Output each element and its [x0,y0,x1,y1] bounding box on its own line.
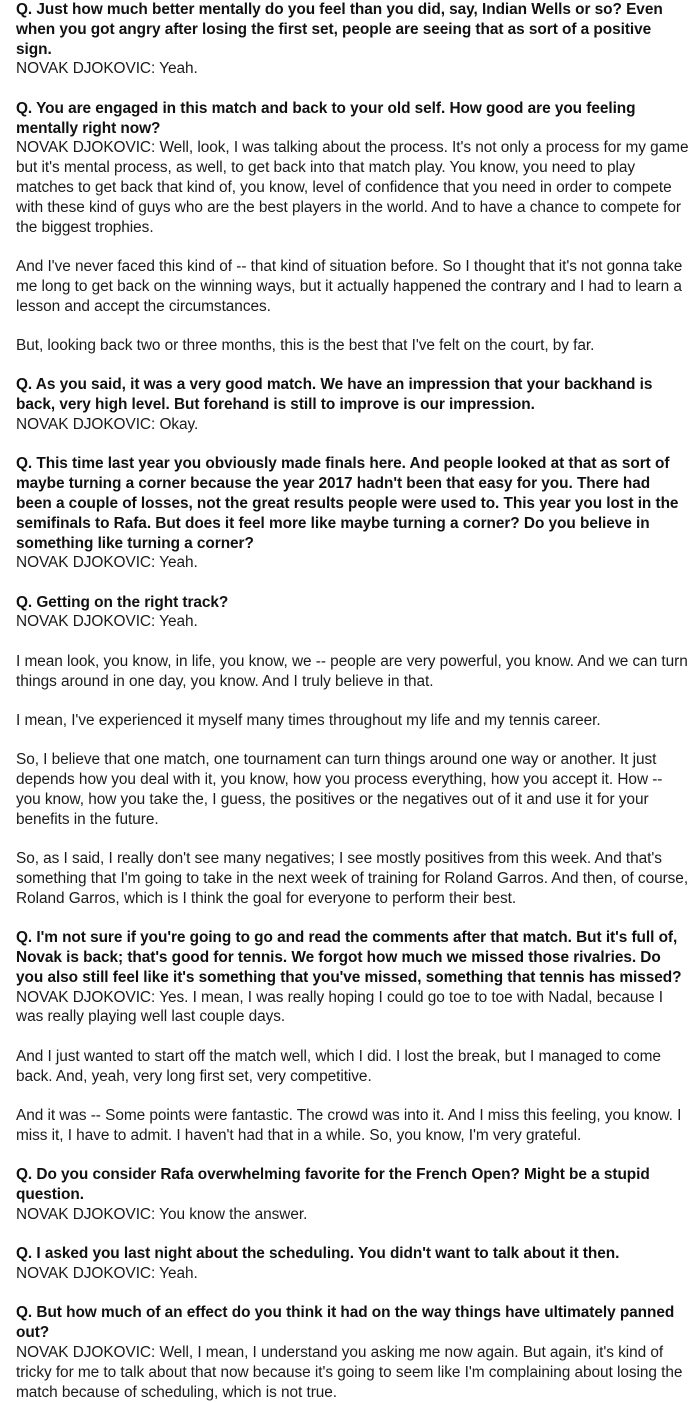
qa-block [16,0,689,79]
answer-text: NOVAK DJOKOVIC: Yeah. [16,60,198,78]
question-text: Q. But how much of an effect do you think it had on the way things have ultimately panned out? [16,1304,675,1342]
answer-text: NOVAK DJOKOVIC: Yeah. [16,613,198,631]
qa-block [16,375,689,434]
question-text: Q. I asked you last night about the scheduling. You didn't want to talk about it then. [16,1245,620,1263]
answer-text: NOVAK DJOKOVIC: Yeah. [16,554,198,572]
qa-block [16,593,689,633]
answer-paragraph: So, as I said, I really don't see many negatives; I see mostly positives from this week. And that's something that I'm going to take in the next week of training for Roland Garros. And then, of course, Roland Garros, which is I think the goal for everyone to perform their best. [16,850,689,907]
answer-paragraph: But, looking back two or three months, this is the best that I've felt on the court, by far. [16,336,595,354]
question-text: Q. Do you consider Rafa overwhelming favorite for the French Open? Might be a stupid question. [16,1166,650,1203]
answer-text: NOVAK DJOKOVIC: Yes. I mean, I was really hoping I could go toe to toe with Nadal, because I was really playing well last couple days. [16,988,663,1026]
qa-block [16,1165,689,1224]
answer-text: NOVAK DJOKOVIC: Well, look, I was talking about the process. It's not only a process for my game but it's mental process, as well, to get back into that match play. You know, you need to play matches to get back that kind of, you know, level of confidence that you need in order to compete with these kind of guys who are the best players in the world. And to have a chance to compete for the biggest trophies. [16,139,689,236]
question-text: Q. I'm not sure if you're going to go and read the comments after that match. But it's full of, Novak is back; that's good for tennis. We forgot how much we missed those rivalries. Do you also still feel like it's something that you've missed, something that tennis has missed? [16,929,682,986]
answer-paragraph: So, I believe that one match, one tournament can turn things around one way or another. It just depends how you deal with it, you know, how you process everything, how you accept it. How -- you know, how you take the, I guess, the positives or the negatives out of it and use it for your benefits in the future. [16,751,663,828]
answer-paragraph: I mean look, you know, in life, you know, we -- people are very powerful, you know. And we can turn things around in one day, you know. And I truly believe in that. [16,652,688,690]
question-text: Q. As you said, it was a very good match. We have an impression that your backhand is back, very high level. But forehand is still to improve is our impression. [16,376,653,414]
answer-paragraph: And it was -- Some points were fantastic. The crowd was into it. And I miss this feeling, you know. I miss it, I have to admit. I haven't had that in a while. So, you know, I'm very grateful. [16,1106,682,1144]
answer-text: NOVAK DJOKOVIC: Well, I mean, I understand you asking me now again. But again, it's kind of tricky for me to talk about that now because it's going to seem like I'm complaining about losing the match because of scheduling, which is not true. [16,1343,683,1401]
answer-paragraph: I mean, I've experienced it myself many times throughout my life and my tennis career. [16,712,601,730]
answer-text: NOVAK DJOKOVIC: Yeah. [16,1264,198,1282]
question-text: Q. Just how much better mentally do you feel than you did, say, Indian Wells or so? Even when you got angry after losing the first set, people are seeing that as sort of a positive sign. [16,1,663,58]
qa-block [16,1244,689,1284]
question-text: Q. Getting on the right track? [16,593,229,611]
qa-block [16,1303,689,1402]
answer-paragraph: And I've never faced this kind of -- that kind of situation before. So I thought that it's not gonna take me long to get back on the winning ways, but it actually happened the contrary and I had to learn a lesson and accept the circumstances. [16,257,683,315]
answer-text: NOVAK DJOKOVIC: Okay. [16,415,199,433]
qa-block [16,454,689,573]
qa-block [16,928,689,1027]
question-text: Q. This time last year you obviously made finals here. And people looked at that as sort of maybe turning a corner because the year 2017 hadn't been that easy for you. There had been a couple of losses, not the great results people were used to. This year you lost in the semifinals to Rafa. But does it feel more like maybe turning a corner? Do you believe in something like turning a corner? [16,455,679,552]
question-text: Q. You are engaged in this match and back to your old self. How good are you feeling mentally right now? [16,99,636,137]
answer-paragraph: And I just wanted to start off the match well, which I did. I lost the break, but I managed to come back. And, yeah, very long first set, very competitive. [16,1047,661,1085]
answer-text: NOVAK DJOKOVIC: You know the answer. [16,1205,308,1223]
qa-block [16,99,689,238]
